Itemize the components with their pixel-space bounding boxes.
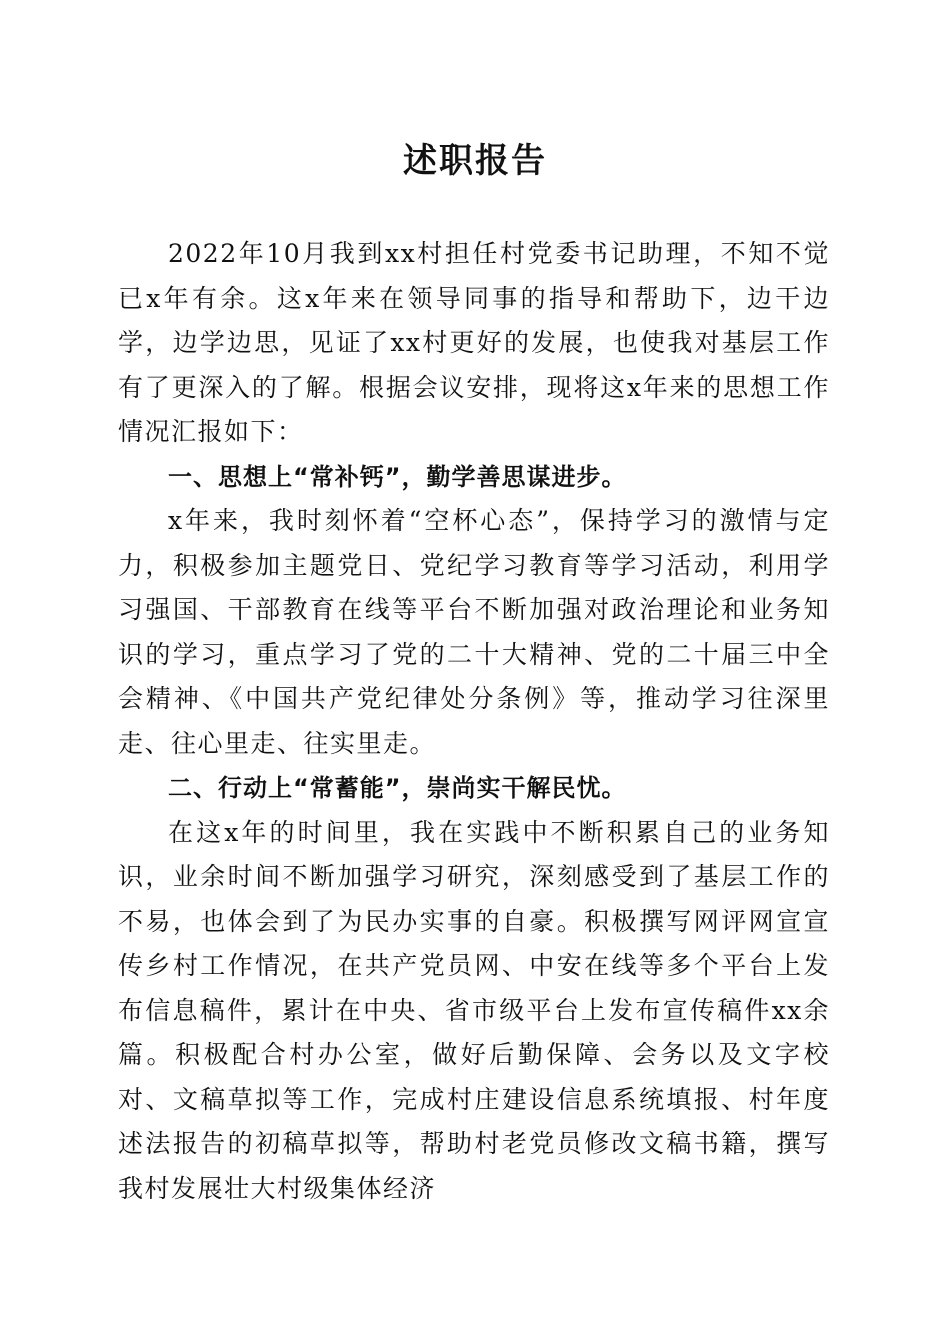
- section-heading-1: 一、思想上“常补钙”，勤学善思谋进步。: [168, 462, 627, 491]
- intro-paragraph: 2022年10月我到xx村担任村党委书记助理，不知不觉已x年有余。这x年来在领导同事的指导和帮助下，边干边学，边学边思，见证了xx村更好的发展，也使我对基层工作有了更深入的了解。根据会议安排，现将这x年来的思想工作情况汇报如下：: [118, 239, 830, 446]
- section-heading-2: 二、行动上“常蓄能”，崇尚实干解民忧。: [168, 774, 627, 802]
- document-body: [118, 232, 830, 1211]
- section-1-paragraph: x年来，我时刻怀着“空杯心态”，保持学习的激情与定力，积极参加主题党日、党纪学习教育等学习活动，利用学习强国、干部教育在线等平台不断加强对政治理论和业务知识的学习，重点学习了党的二十大精神、党的二十届三中全会精神、《中国共产党纪律处分条例》等，推动学习往深里走、往心里走、往实里走。: [118, 506, 830, 758]
- document-title: 述职报告: [403, 141, 547, 181]
- section-2-paragraph: 在这x年的时间里，我在实践中不断积累自己的业务知识，业余时间不断加强学习研究，深刻感受到了基层工作的不易，也体会到了为民办实事的自豪。积极撰写网评网宣宣传乡村工作情况，在共产党员网、中安在线等多个平台上发布信息稿件，累计在中央、省市级平台上发布宣传稿件xx余篇。积极配合村办公室，做好后勤保障、会务以及文字校对、文稿草拟等工作，完成村庄建设信息系统填报、村年度述法报告的初稿草拟等，帮助村老党员修改文稿书籍，撰写我村发展壮大村级集体经济: [118, 817, 830, 1203]
